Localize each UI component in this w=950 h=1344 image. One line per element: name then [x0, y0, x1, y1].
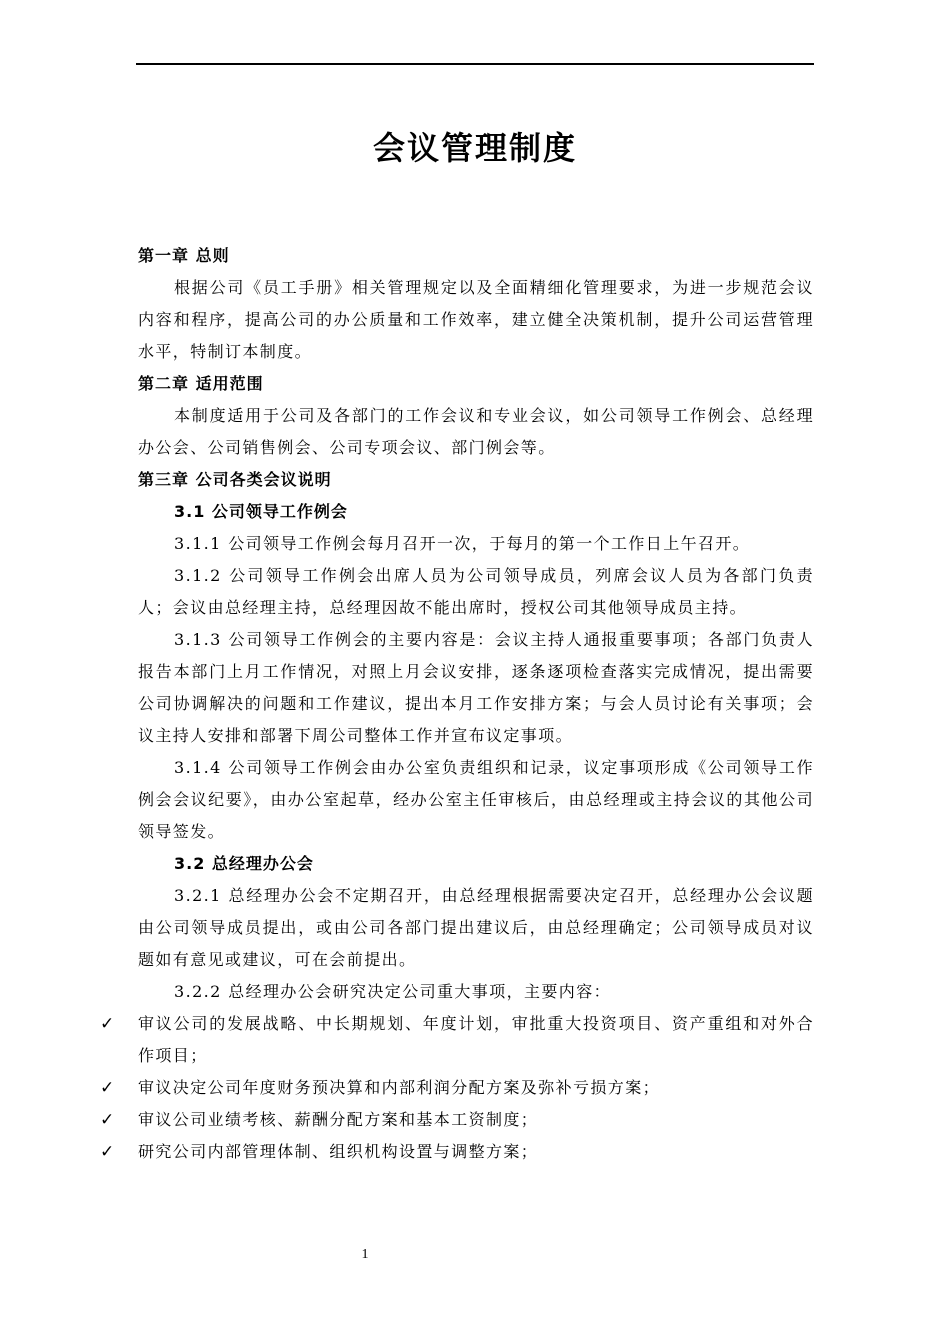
clause-3-2-1: 3.2.1 总经理办公会不定期召开，由总经理根据需要决定召开，总经理办公会议题由公司领导成员提出，或由公司各部门提出建议后，由总经理确定；公司领导成员对议题如有意见或建议，可在会前提出。 [138, 886, 814, 969]
clause-3-1-4: 3.1.4 公司领导工作例会由办公室负责组织和记录，议定事项形成《公司领导工作例会会议纪要》，由办公室起草，经办公室主任审核后，由总经理或主持会议的其他公司领导签发。 [138, 758, 814, 841]
chapter-2-body: 本制度适用于公司及各部门的工作会议和专业会议，如公司领导工作例会、总经理办公会、公司销售例会、公司专项会议、部门例会等。 [138, 406, 814, 457]
list-item [100, 1072, 814, 1104]
clause-3-2-2: 3.2.2 总经理办公会研究决定公司重大事项，主要内容： [174, 982, 611, 1001]
list-item-text: 审议决定公司年度财务预决算和内部利润分配方案及弥补亏损方案； [138, 1078, 661, 1097]
document-body [100, 240, 814, 1168]
list-item-text: 审议公司的发展战略、中长期规划、年度计划，审批重大投资项目、资产重组和对外合作项目； [138, 1014, 814, 1065]
checkmark-icon: ✓ [100, 1014, 116, 1034]
page-number: 1 [361, 1247, 369, 1262]
list-item-text: 研究公司内部管理体制、组织机构设置与调整方案； [138, 1142, 539, 1161]
checkmark-icon: ✓ [100, 1110, 116, 1130]
list-item [100, 1104, 814, 1136]
chapter-2-heading: 第二章 适用范围 [138, 374, 264, 393]
checkmark-icon: ✓ [100, 1142, 116, 1162]
chapter-1-heading: 第一章 总则 [138, 246, 230, 265]
list-item [100, 1136, 814, 1168]
clause-3-1-1: 3.1.1 公司领导工作例会每月召开一次，于每月的第一个工作日上午召开。 [174, 534, 751, 553]
bullet-list [100, 1008, 814, 1168]
chapter-1-body: 根据公司《员工手册》相关管理规定以及全面精细化管理要求，为进一步规范会议内容和程序，提高公司的办公质量和工作效率，建立健全决策机制，提升公司运营管理水平，特制订本制度。 [138, 278, 814, 361]
list-item-text: 审议公司业绩考核、薪酬分配方案和基本工资制度； [138, 1110, 539, 1129]
checkmark-icon: ✓ [100, 1078, 116, 1098]
section-3-2-heading: 3.2 总经理办公会 [174, 854, 314, 873]
chapter-3-heading: 第三章 公司各类会议说明 [138, 470, 332, 489]
section-3-1-heading: 3.1 公司领导工作例会 [174, 502, 348, 521]
header-rule [136, 63, 814, 65]
list-item [100, 1008, 814, 1072]
clause-3-1-3: 3.1.3 公司领导工作例会的主要内容是：会议主持人通报重要事项；各部门负责人报告本部门上月工作情况，对照上月会议安排，逐条逐项检查落实完成情况，提出需要公司协调解决的问题和工作建议，提出本月工作安排方案；与会人员讨论有关事项；会议主持人安排和部署下周公司整体工作并宣布议定事项。 [138, 630, 814, 745]
document-title: 会议管理制度 [372, 129, 577, 167]
clause-3-1-2: 3.1.2 公司领导工作例会出席人员为公司领导成员，列席会议人员为各部门负责人；会议由总经理主持，总经理因故不能出席时，授权公司其他领导成员主持。 [138, 566, 814, 617]
